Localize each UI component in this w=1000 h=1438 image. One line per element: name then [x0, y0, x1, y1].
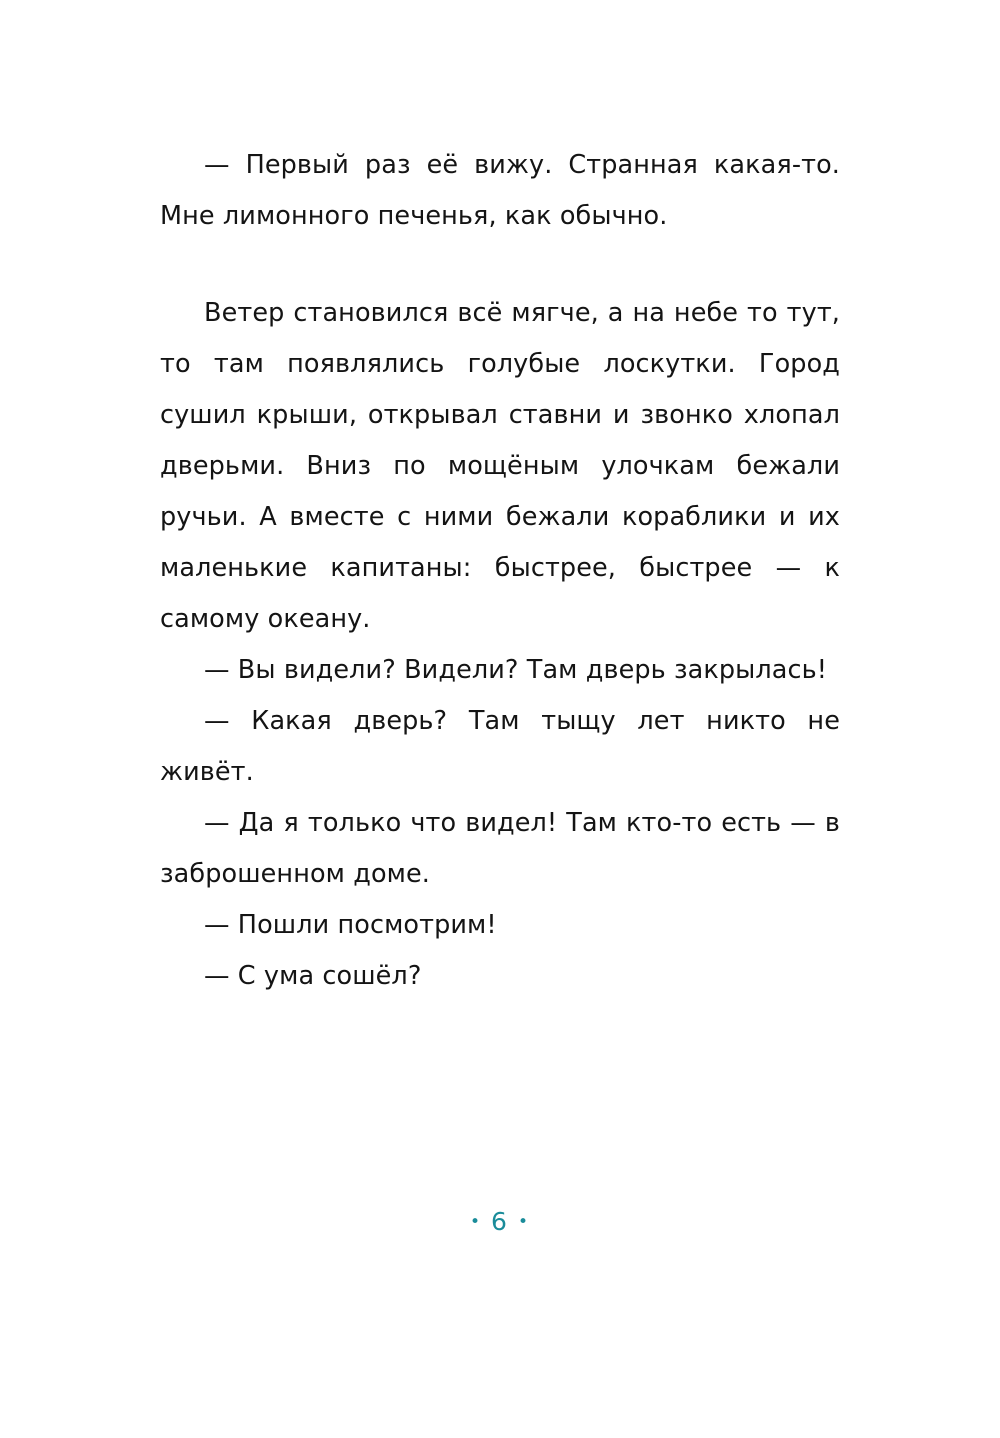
page-number: [0, 1207, 1000, 1236]
paragraph: Ветер становился всё мягче, а на небе то тут, то там появлялись голубые лоскутки. Город сушил крыши, открывал ставни и звонко хлопал дверьми. Вниз по мощёным улочкам бежали ручьи. А вместе с ними бежали кораблики и их маленькие капитаны: быстрее, быстрее — к самому океану.: [160, 298, 840, 634]
page-number-dot-right: •: [517, 1212, 530, 1232]
paragraph: — Первый раз её вижу. Странная какая-то. Мне лимонного печенья, как обычно.: [160, 150, 840, 231]
body-text-column: [160, 140, 840, 1002]
paragraph: — Какая дверь? Там тыщу лет никто не живёт.: [160, 706, 840, 787]
paragraph: — Вы видели? Видели? Там дверь закрылась!: [204, 655, 828, 685]
page-number-dot-left: •: [470, 1212, 483, 1232]
page-number-value: 6: [491, 1207, 509, 1236]
paragraph: — Пошли посмотрим!: [204, 910, 497, 940]
paragraph: — С ума сошёл?: [204, 961, 422, 991]
paragraph: — Да я только что видел! Там кто-то есть — в заброшенном доме.: [160, 808, 840, 889]
